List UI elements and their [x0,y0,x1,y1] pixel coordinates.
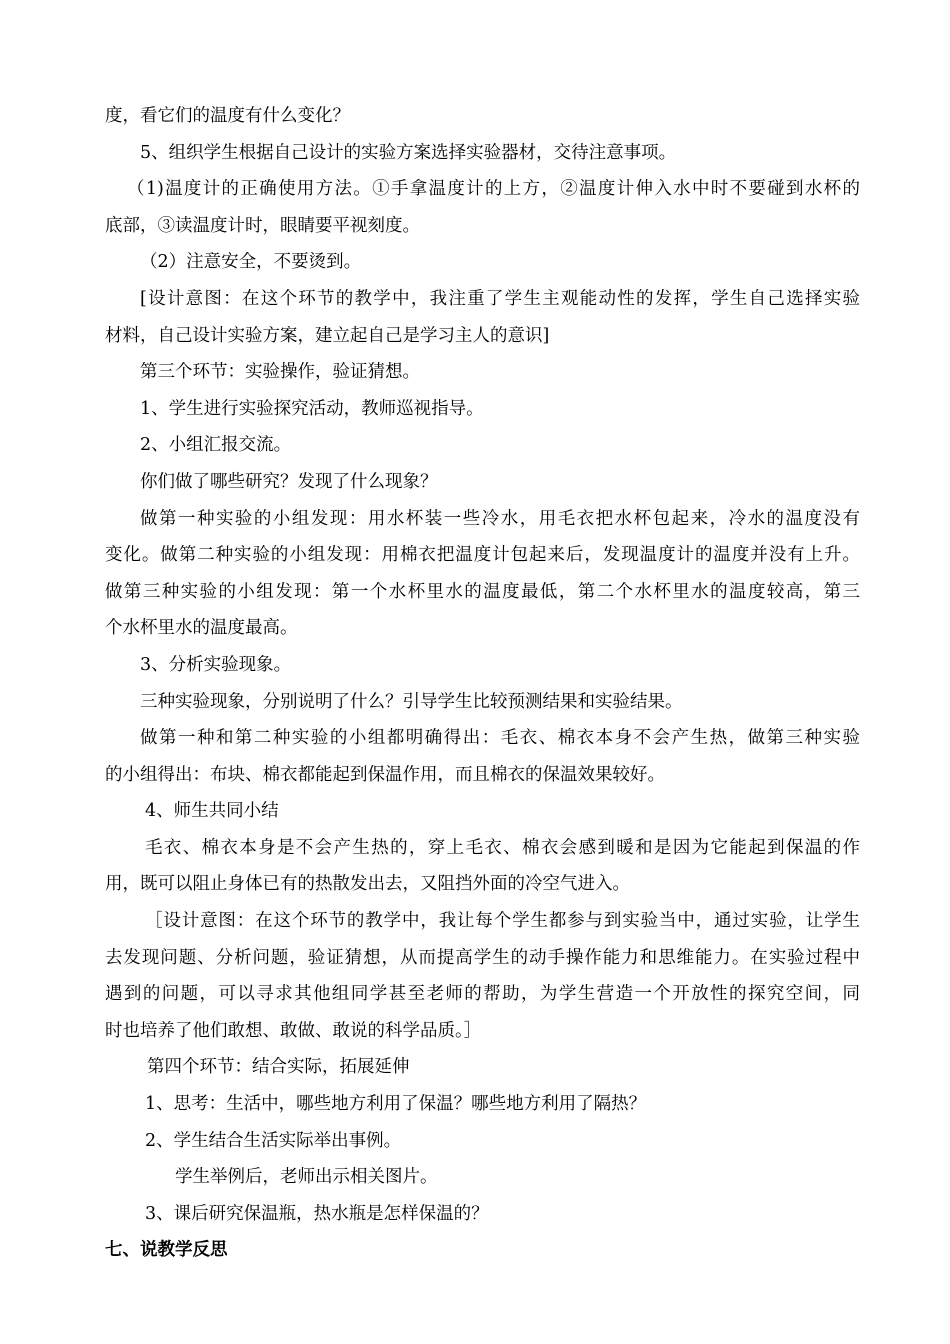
text-line: 时也培养了他们敢想、敢做、敢说的科学品质。］ [105,1020,482,1041]
section-heading: 第四个环节：结合实际，拓展延伸 [147,1057,410,1078]
text-line: 2、学生结合生活实际举出事例。 [145,1130,402,1151]
text-line: 2、小组汇报交流。 [140,435,292,456]
text-line: 变化。做第二种实验的小组发现：用棉衣把温度计包起来后，发现温度计的温度并没有上升。 [105,545,860,566]
text-line: 材料，自己设计实验方案，建立起自己是学习主人的意识] [105,325,550,346]
text-line: 你们做了哪些研究？发现了什么现象？ [140,471,438,492]
text-line: 个水杯里水的温度最高。 [105,618,298,639]
text-line: 5、组织学生根据自己设计的实验方案选择实验器材，交待注意事项。 [140,142,677,163]
text-line: 去发现问题、分析问题，验证猜想，从而提高学生的动手操作能力和思维能力。在实验过程中 [105,947,860,968]
text-line: 毛衣、棉衣本身是不会产生热的，穿上毛衣、棉衣会感到暖和是因为它能起到保温的作 [145,837,860,858]
text-line: 底部，③读温度计时，眼睛要平视刻度。 [105,215,420,236]
text-line: 做第三种实验的小组发现：第一个水杯里水的温度最低，第二个水杯里水的温度较高，第三 [105,581,860,602]
document-page [105,98,860,1269]
text-line: ［设计意图：在这个环节的教学中，我让每个学生都参与到实验当中，通过实验，让学生 [145,911,860,932]
text-line: 度，看它们的温度有什么变化？ [105,106,350,126]
text-line: （1)温度计的正确使用方法。①手拿温度计的上方，②温度计伸入水中时不要碰到水杯的 [127,179,860,200]
text-line: 用，既可以阻止身体已有的热散发出去，又阻挡外面的冷空气进入。 [105,874,630,895]
text-line: （2）注意安全，不要烫到。 [140,252,362,273]
text-line: 3、分析实验现象。 [140,654,292,675]
text-line: 遇到的问题，可以寻求其他组同学甚至老师的帮助，为学生营造一个开放性的探究空间，同 [105,984,860,1005]
text-line: [设计意图：在这个环节的教学中，我注重了学生主观能动性的发挥，学生自己选择实验 [140,288,860,309]
section-heading: 第三个环节：实验操作，验证猜想。 [140,362,420,383]
text-line: 4、师生共同小结 [145,801,279,822]
text-line: 1、思考：生活中，哪些地方利用了保温？哪些地方利用了隔热？ [145,1094,647,1115]
chapter-heading: 七、说教学反思 [105,1240,228,1261]
text-line: 1、学生进行实验探究活动，教师巡视指导。 [140,398,484,419]
text-line: 3、课后研究保温瓶，热水瓶是怎样保温的？ [145,1203,489,1224]
text-line: 学生举例后，老师出示相关图片。 [175,1167,438,1188]
text-line: 做第一种实验的小组发现：用水杯装一些冷水，用毛衣把水杯包起来，冷水的温度没有 [140,508,860,529]
text-line: 三种实验现象，分别说明了什么？引导学生比较预测结果和实验结果。 [140,691,683,712]
text-line: 的小组得出：布块、棉衣都能起到保温作用，而且棉衣的保温效果较好。 [105,764,665,785]
text-line: 做第一种和第二种实验的小组都明确得出：毛衣、棉衣本身不会产生热，做第三种实验 [140,728,860,749]
